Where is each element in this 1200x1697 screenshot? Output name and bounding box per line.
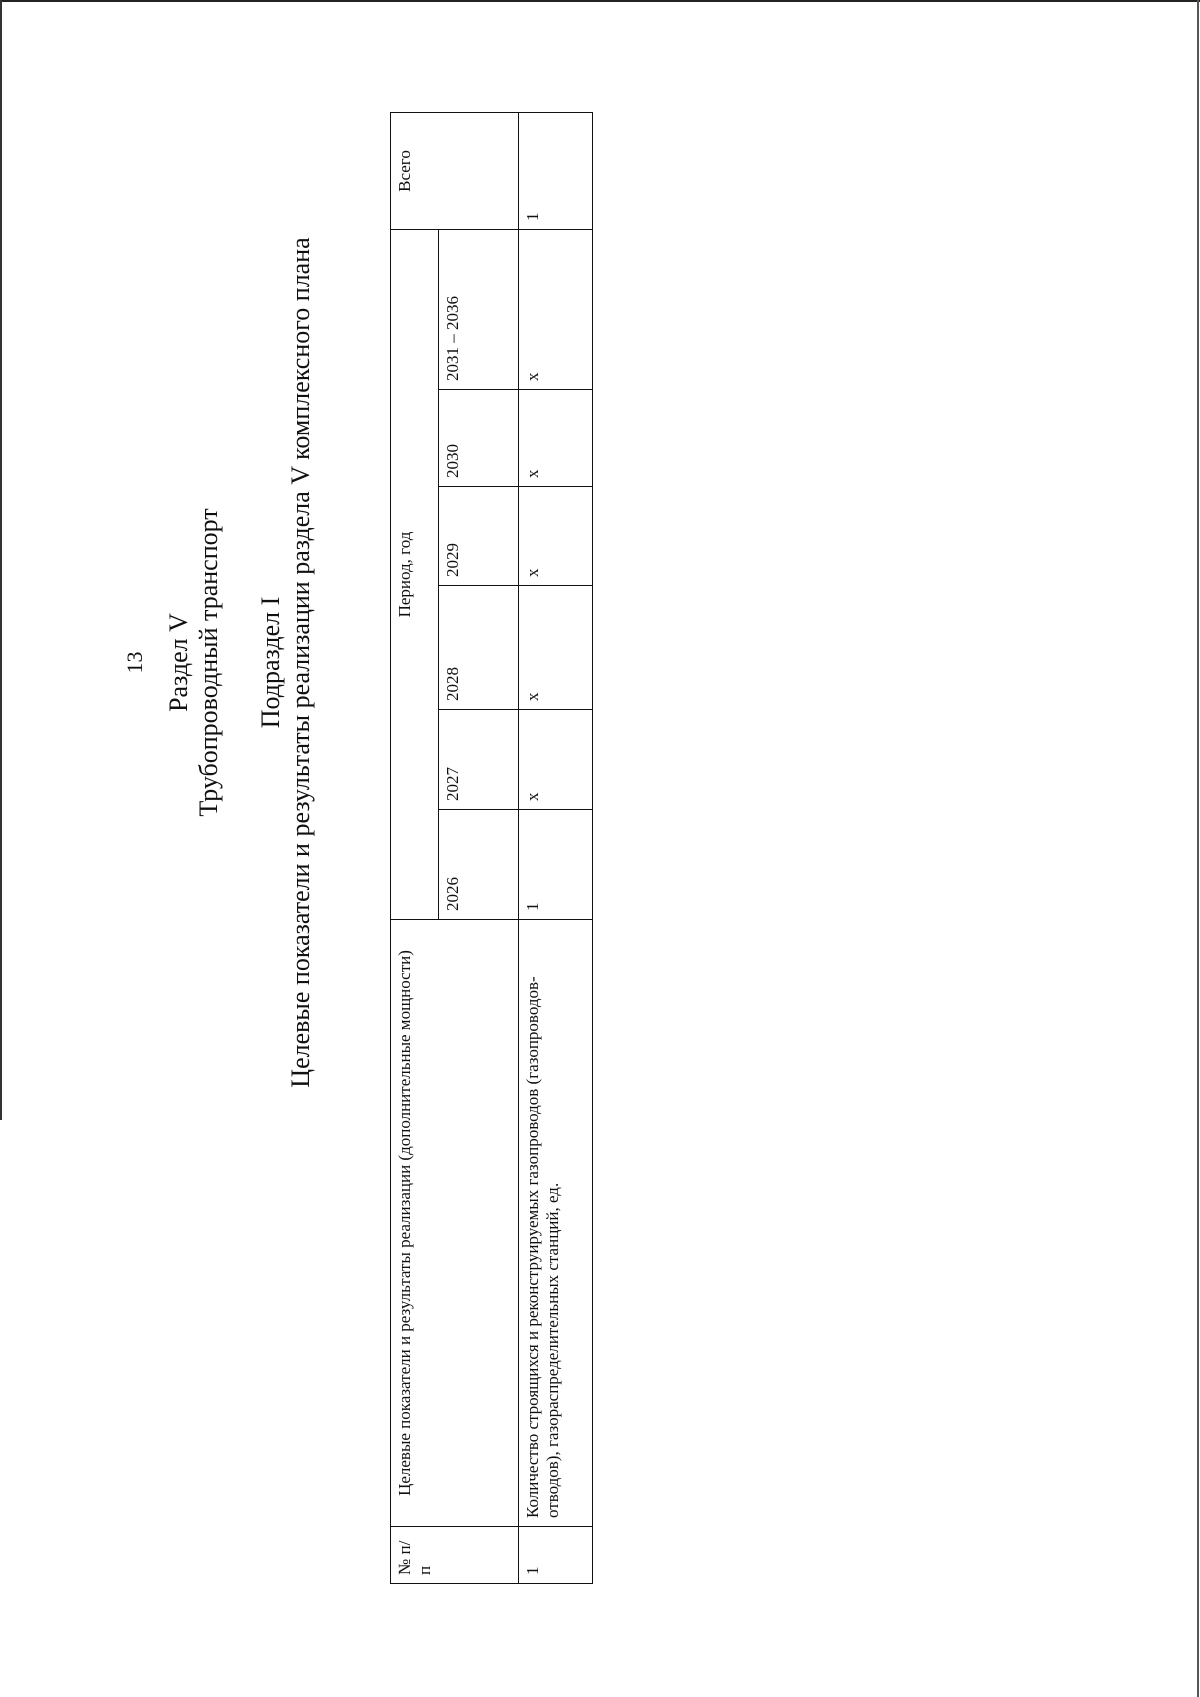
row-value: х (519, 487, 593, 586)
header-indicator: Целевые показатели и результаты реализации (дополнительные мощности) (391, 920, 519, 1527)
table-row (519, 113, 593, 1584)
header-year: 2027 (439, 710, 519, 810)
row-value: х (519, 710, 593, 810)
header-year: 2026 (439, 810, 519, 920)
page-number: 13 (122, 651, 147, 674)
row-indicator: Количество строящихся и реконструируемых газопроводов (газопроводов-отводов), газораспределительных станций, ед. (519, 920, 593, 1527)
header-total: Всего (391, 113, 519, 230)
section-title: Раздел V (164, 613, 193, 712)
row-value: х (519, 390, 593, 487)
scan-edge-right (1197, 0, 1199, 1697)
row-value: х (519, 230, 593, 390)
heading-area (120, 30, 360, 1290)
section-heading (164, 35, 224, 1290)
header-num: № п/п (391, 1527, 519, 1584)
header-period: Период, год (391, 230, 439, 920)
row-value: х (519, 586, 593, 710)
header-year: 2028 (439, 586, 519, 710)
subsection-title: Подраздел I (256, 596, 285, 729)
section-name: Трубопроводный транспорт (194, 508, 223, 817)
scan-edge-left (0, 0, 2, 1120)
scan-edge-top (0, 0, 1200, 2)
table-area (390, 109, 600, 1584)
header-year: 2030 (439, 390, 519, 487)
row-value: 1 (519, 810, 593, 920)
row-total: 1 (519, 113, 593, 230)
indicators-table (390, 112, 593, 1584)
subsection-heading (256, 35, 316, 1290)
header-year: 2031 – 2036 (439, 230, 519, 390)
subsection-name: Целевые показатели и результаты реализации раздела V комплексного плана (286, 237, 315, 1088)
header-year: 2029 (439, 487, 519, 586)
row-num: 1 (519, 1527, 593, 1584)
